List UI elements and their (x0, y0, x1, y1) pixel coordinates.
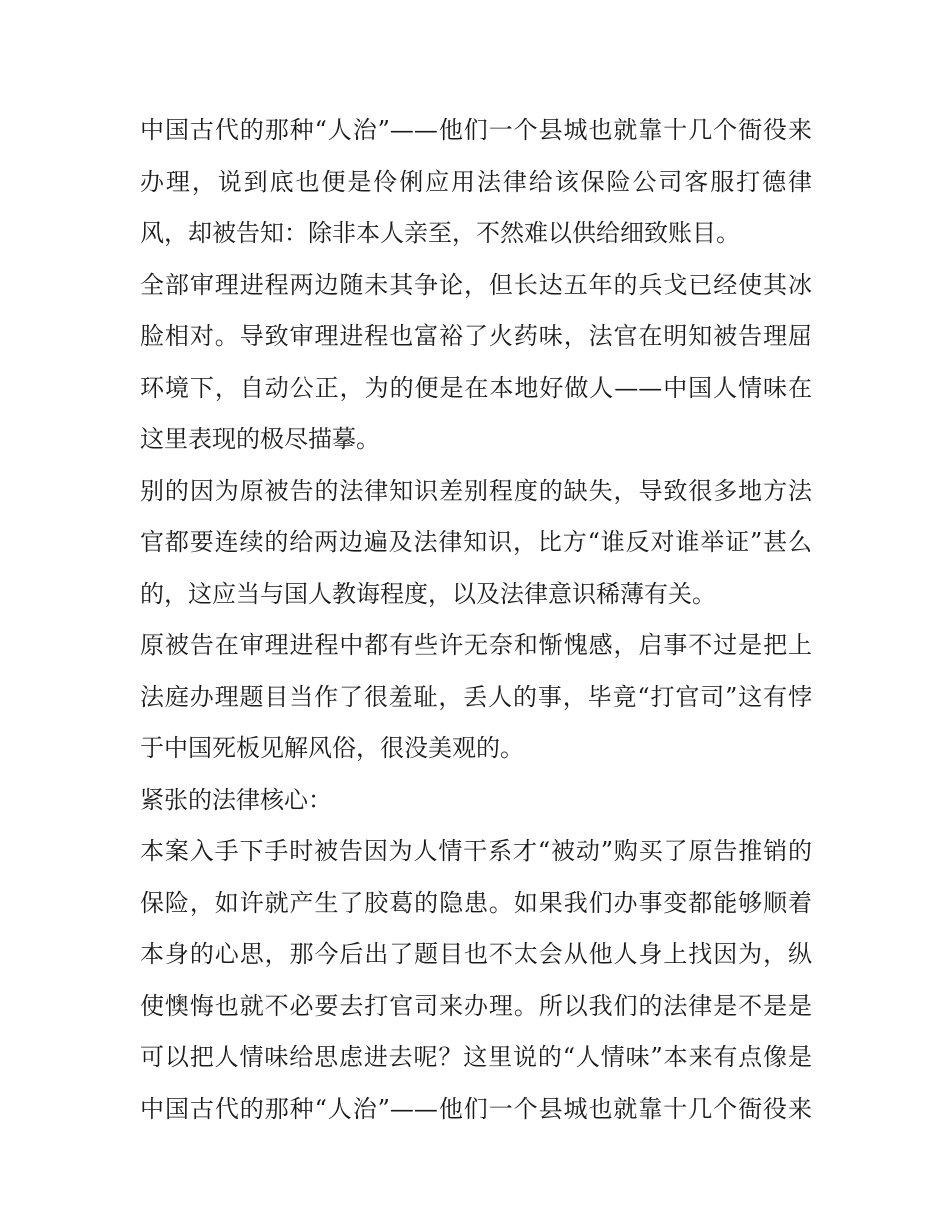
text-line: 办理，说到底也便是伶俐应用法律给该保险公司客服打德律 (140, 167, 812, 196)
section-heading: 紧张的法律核心： (140, 785, 332, 814)
text-line: 保险，如许就产生了胶葛的隐患。如果我们办事变都能够顺着 (140, 888, 812, 917)
text-line: 环境下，自动公正，为的便是在本地好做人——中国人情味在 (140, 373, 812, 402)
text-line: 本案入手下手时被告因为人情干系才“被动”购买了原告推销的 (140, 837, 812, 865)
text-line: 中国古代的那种“人治”——他们一个县城也就靠十几个衙役来 (140, 116, 812, 144)
text-line: 脸相对。导致审理进程也富裕了火药味，法官在明知被告理屈 (140, 322, 812, 350)
text-line: 全部审理进程两边随未其争论，但长达五年的兵戈已经使其冰 (140, 270, 812, 299)
text-line: 的，这应当与国人教诲程度，以及法律意识稀薄有关。 (140, 579, 716, 608)
text-line: 可以把人情味给思虑进去呢？这里说的“人情味”本来有点像是 (140, 1043, 812, 1071)
text-line: 官都要连续的给两边遍及法律知识，比方“谁反对谁举证”甚么 (140, 528, 812, 556)
text-line: 中国古代的那种“人治”——他们一个县城也就靠十几个衙役来 (140, 1094, 812, 1123)
text-line: 于中国死板见解风俗，很没美观的。 (140, 734, 524, 762)
text-line: 别的因为原被告的法律知识差别程度的缺失，导致很多地方法 (140, 476, 812, 505)
text-line: 原被告在审理进程中都有些许无奈和惭愧感，启事不过是把上 (140, 631, 812, 659)
text-line: 风，却被告知：除非本人亲至，不然难以供给细致账目。 (140, 219, 740, 247)
document-body (140, 105, 812, 1135)
text-line: 法庭办理题目当作了很羞耻，丢人的事，毕竟“打官司”这有悖 (140, 682, 812, 711)
text-line: 使懊悔也就不必要去打官司来办理。所以我们的法律是不是是 (140, 991, 812, 1020)
text-line: 这里表现的极尽描摹。 (140, 425, 380, 453)
text-line: 本身的心思，那今后出了题目也不太会从他人身上找因为，纵 (140, 940, 812, 968)
